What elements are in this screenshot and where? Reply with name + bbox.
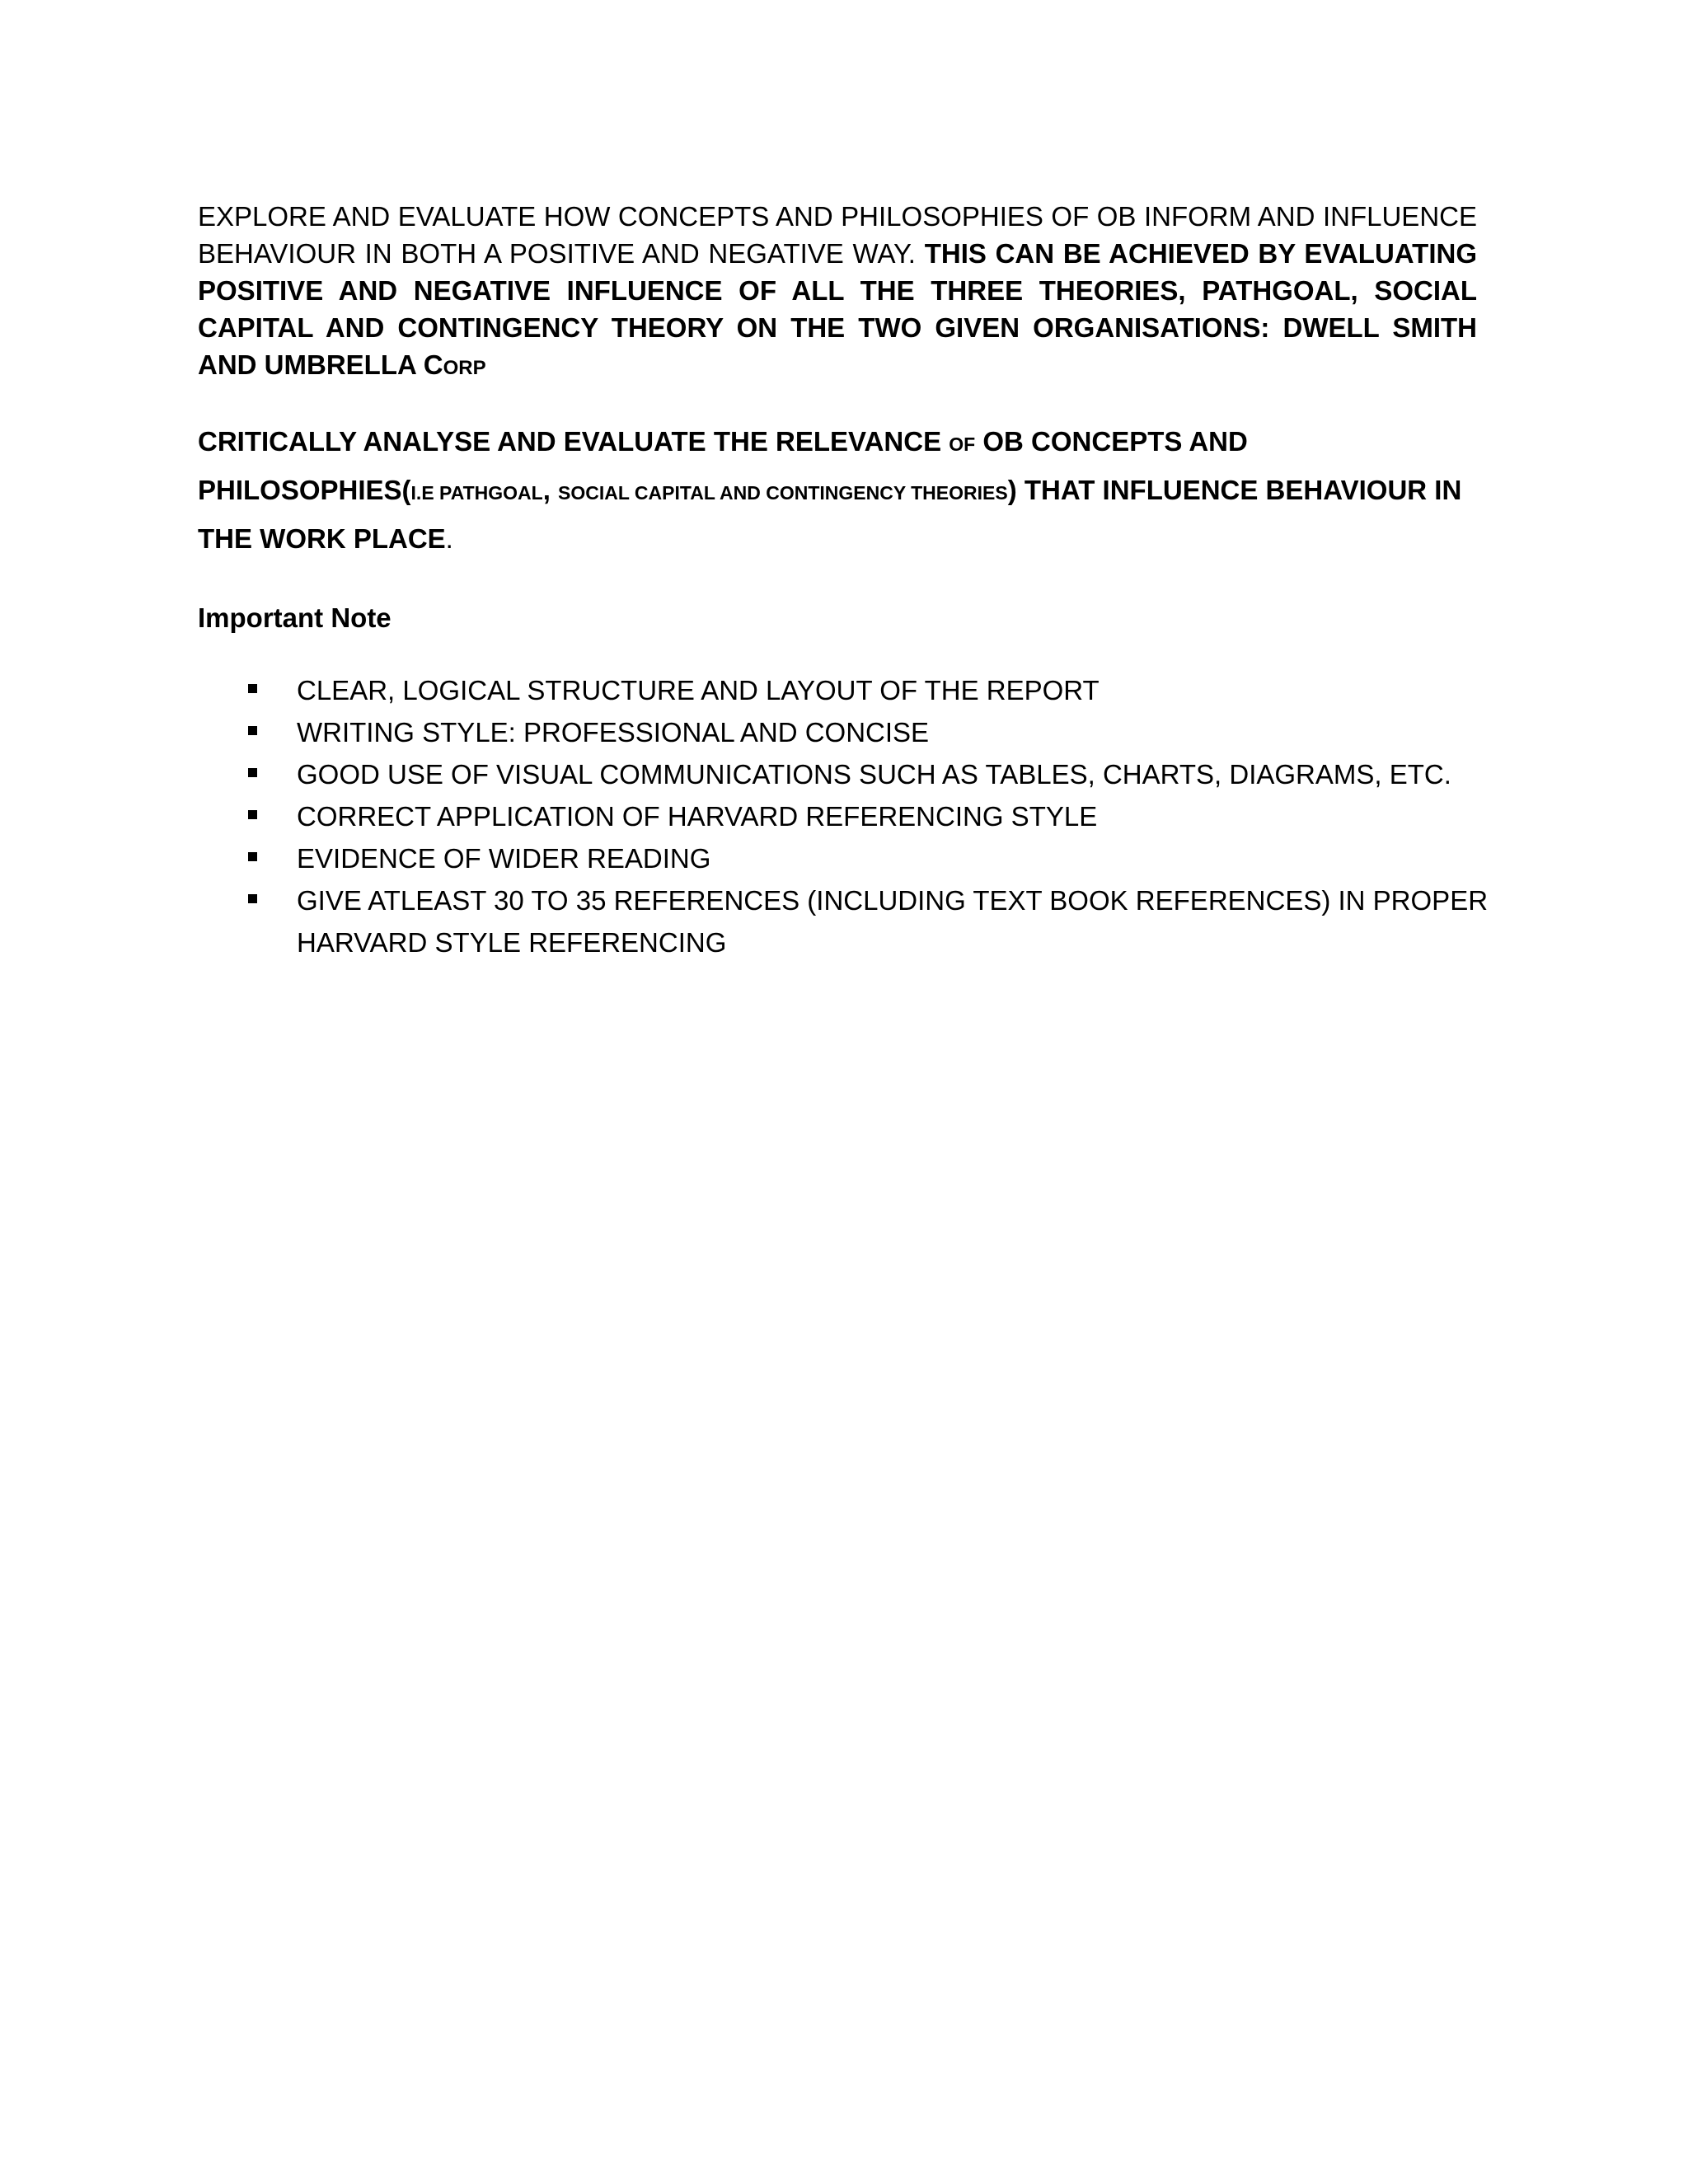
list-item-text: WRITING STYLE: PROFESSIONAL AND CONCISE xyxy=(297,717,930,748)
list-item-text: GIVE ATLEAST 30 TO 35 REFERENCES (INCLUDING TEXT BOOK REFERENCES) IN PROPER HARVARD STYLE REFERENCING xyxy=(297,885,1489,958)
analysis-text-part2: OF xyxy=(949,434,976,455)
task-bold-small-text: ORP xyxy=(443,357,486,379)
square-bullet-icon xyxy=(248,852,257,861)
square-bullet-icon xyxy=(248,810,257,819)
list-item-text: CORRECT APPLICATION OF HARVARD REFERENCING STYLE xyxy=(297,801,1098,832)
list-item xyxy=(198,879,1517,963)
requirements-list xyxy=(198,669,1517,963)
list-item-text: CLEAR, LOGICAL STRUCTURE AND LAYOUT OF THE REPORT xyxy=(297,675,1100,705)
analysis-text-part5: , xyxy=(542,475,559,505)
square-bullet-icon xyxy=(248,894,257,903)
analysis-text-part1: CRITICALLY ANALYSE AND EVALUATE THE RELEVANCE xyxy=(198,426,950,457)
analysis-text-part7: ) THAT INFLUENCE BEHAVIOUR IN THE WORK PLACE xyxy=(198,475,1462,554)
task-intro-text: EXPLORE AND EVALUATE HOW CONCEPTS AND PHILOSOPHIES OF OB INFORM AND INFLUENCE BEHAVIOUR IN BOTH A POSITIVE AND NEGATIVE WAY. xyxy=(198,201,1477,269)
list-item-text: GOOD USE OF VISUAL COMMUNICATIONS SUCH AS TABLES, CHARTS, DIAGRAMS, ETC. xyxy=(297,759,1451,790)
list-item xyxy=(198,795,1517,837)
assignment-task-paragraph xyxy=(198,198,1477,387)
analysis-text-part8: . xyxy=(445,523,453,554)
analysis-text-part4: I.E PATHGOAL xyxy=(410,482,543,504)
square-bullet-icon xyxy=(248,726,257,735)
analysis-text-part6: SOCIAL CAPITAL AND CONTINGENCY THEORIES xyxy=(558,482,1008,504)
list-item xyxy=(198,711,1517,753)
list-item-text: EVIDENCE OF WIDER READING xyxy=(297,843,711,874)
square-bullet-icon xyxy=(248,684,257,693)
task-bold-text: THIS CAN BE ACHIEVED BY EVALUATING POSITIVE AND NEGATIVE INFLUENCE OF ALL THE THREE THEORIES, PATHGOAL, SOCIAL CAPITAL AND CONTINGENCY THEORY ON THE TWO GIVEN ORGANISATIONS: DWELL SMITH AND UMBRELLA C xyxy=(198,238,1478,380)
important-note-heading: Important Note xyxy=(198,602,392,633)
list-item xyxy=(198,669,1517,711)
critical-analysis-paragraph xyxy=(198,419,1477,562)
list-item xyxy=(198,753,1517,795)
analysis-text-part3: OB CONCEPTS AND PHILOSOPHIES( xyxy=(198,426,1248,505)
square-bullet-icon xyxy=(248,768,257,777)
list-item xyxy=(198,837,1517,879)
